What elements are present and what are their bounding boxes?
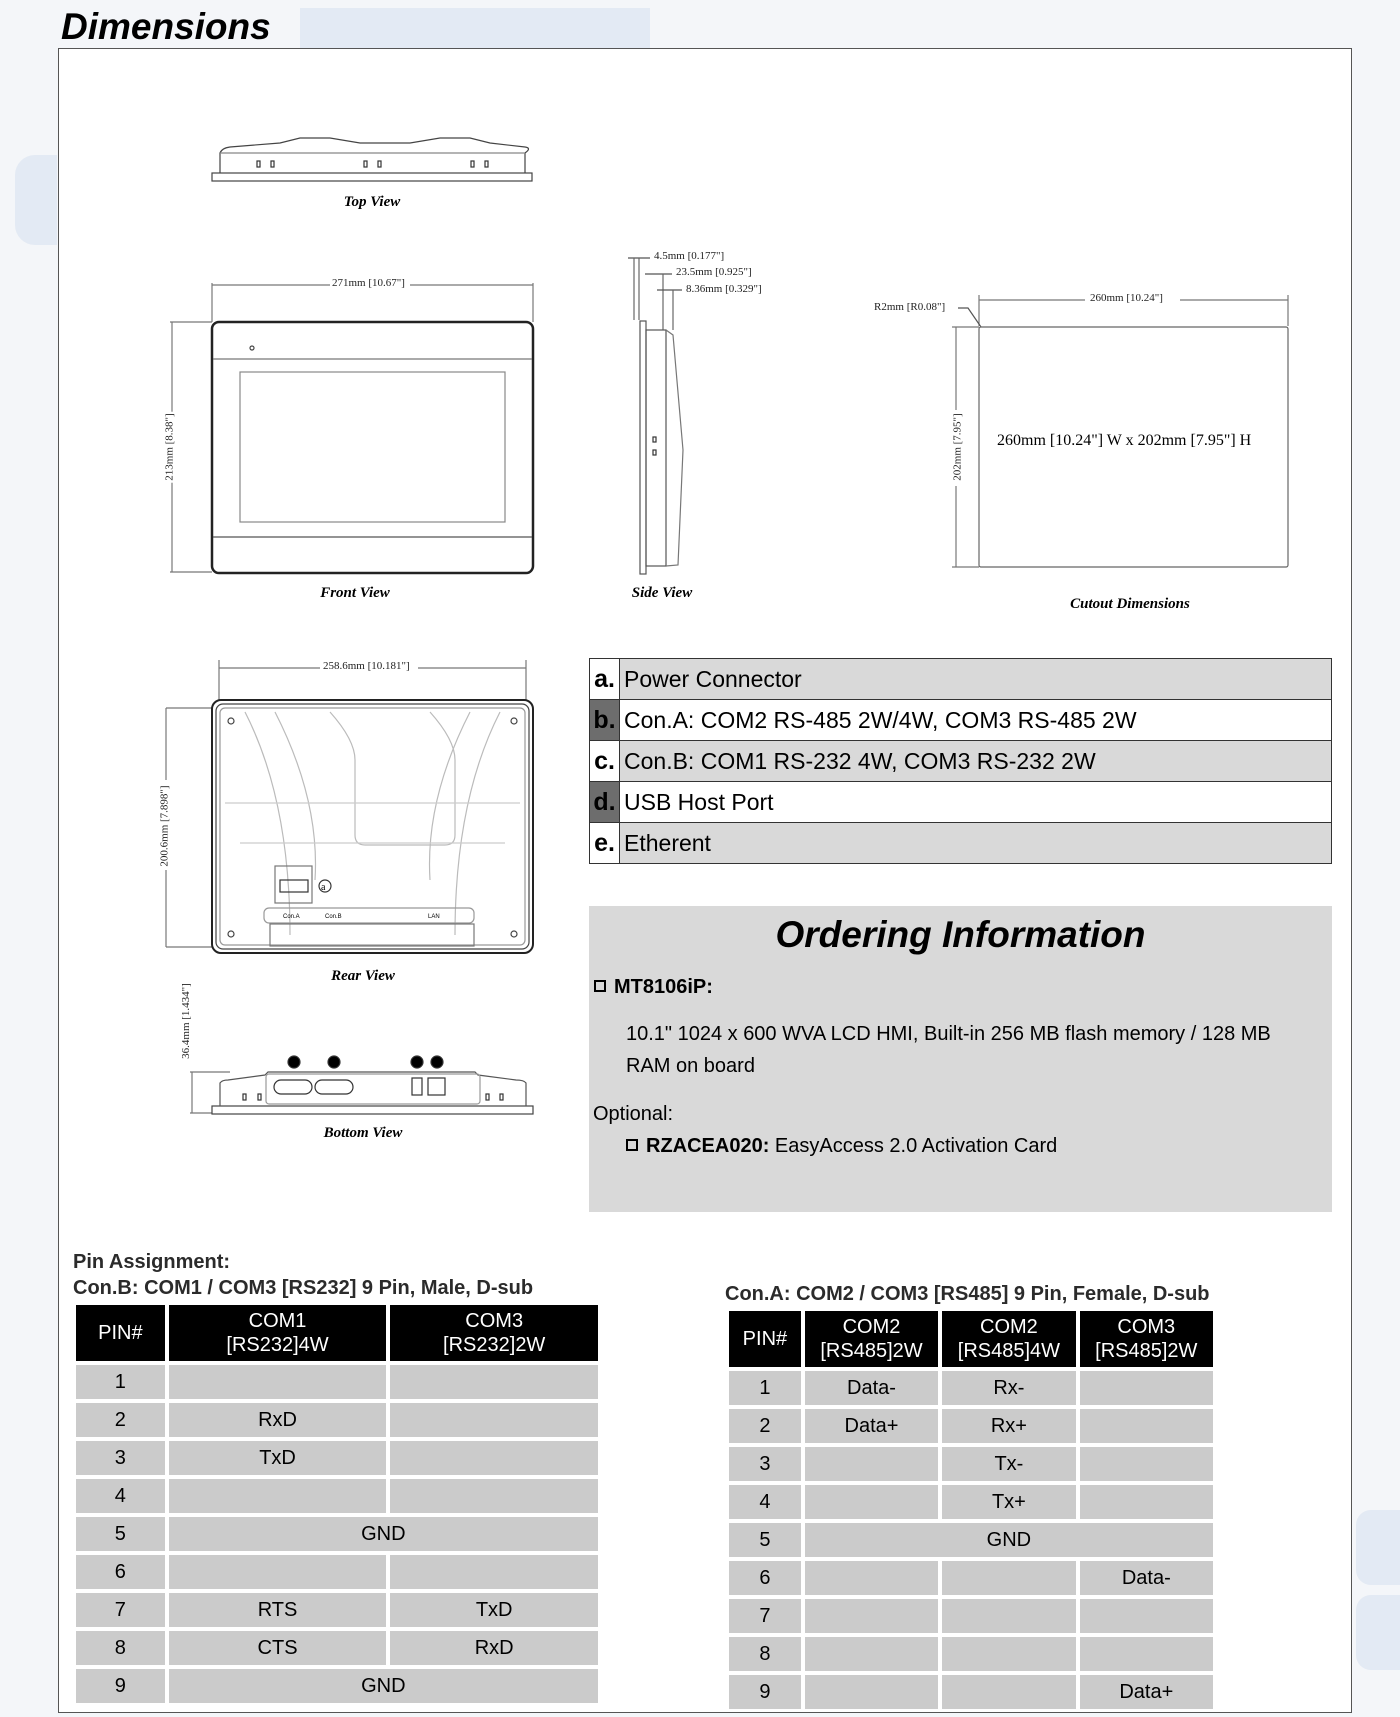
rear-height-dimension: 200.6mm [7.898"] bbox=[158, 785, 171, 867]
side-view-caption: Side View bbox=[631, 585, 693, 601]
svg-text:LAN: LAN bbox=[428, 914, 440, 920]
front-view-caption: Front View bbox=[320, 585, 390, 601]
optional-part-number: RZACEA020: bbox=[646, 1135, 770, 1157]
cutout-width-dimension: 260mm [10.24"] bbox=[1090, 292, 1163, 304]
optional-description: EasyAccess 2.0 Activation Card bbox=[774, 1135, 1058, 1157]
table-row: 7 RTS TxD bbox=[76, 1593, 598, 1627]
table-row: 5 GND bbox=[76, 1517, 598, 1551]
legend-label: Etherent bbox=[620, 823, 1332, 864]
model-name: MT8106iP: bbox=[614, 976, 713, 998]
con-b-rows bbox=[76, 1365, 598, 1703]
front-height-dimension: 213mm [8.38"] bbox=[163, 413, 176, 481]
cutout-drawing bbox=[952, 295, 1288, 567]
legend-row bbox=[590, 823, 1332, 864]
bottom-callouts bbox=[288, 1056, 443, 1069]
side-view-drawing bbox=[628, 258, 683, 574]
table-row: 3 Tx- bbox=[729, 1447, 1213, 1481]
ordering-information bbox=[589, 906, 1332, 1212]
legend-key: b. bbox=[590, 700, 620, 741]
legend-label: Con.A: COM2 RS-485 2W/4W, COM3 RS-485 2W bbox=[620, 700, 1332, 741]
con-a-title: Con.A: COM2 / COM3 [RS485] 9 Pin, Female, D-sub bbox=[725, 1283, 1210, 1305]
side-dimension-2: 23.5mm [0.925"] bbox=[676, 266, 752, 278]
table-row: 8 CTS RxD bbox=[76, 1631, 598, 1665]
side-dimension-3: 8.36mm [0.329"] bbox=[686, 283, 762, 295]
ordering-model bbox=[594, 976, 713, 999]
optional-item bbox=[626, 1135, 1057, 1158]
com1-header: COM1 [RS232]4W bbox=[169, 1305, 387, 1361]
table-row: 1 Data- Rx- bbox=[729, 1371, 1213, 1405]
svg-text:Con.A: Con.A bbox=[283, 914, 300, 920]
con-a-pin-table bbox=[725, 1307, 1217, 1713]
legend-key: e. bbox=[590, 823, 620, 864]
com3-header: COM3 [RS232]2W bbox=[390, 1305, 598, 1361]
legend-key: c. bbox=[590, 741, 620, 782]
svg-text:b: b bbox=[290, 1057, 296, 1069]
legend-key: a. bbox=[590, 659, 620, 700]
table-row: 4 bbox=[76, 1479, 598, 1513]
bottom-depth-dimension: 36.4mm [1.434"] bbox=[179, 983, 192, 1059]
page-title: Dimensions bbox=[61, 6, 271, 47]
side-dimension-1: 4.5mm [0.177"] bbox=[654, 250, 725, 262]
optional-label: Optional: bbox=[593, 1103, 674, 1125]
cutout-height-dimension: 202mm [7.95"] bbox=[951, 413, 964, 481]
table-row: 4 Tx+ bbox=[729, 1485, 1213, 1519]
svg-text:Con.B: Con.B bbox=[325, 914, 342, 920]
legend-row bbox=[590, 700, 1332, 741]
rear-callout-a: a bbox=[321, 882, 326, 893]
checkbox-icon bbox=[594, 980, 606, 992]
cutout-radius-dimension: R2mm [R0.08"] bbox=[874, 301, 946, 313]
top-view-vents bbox=[257, 161, 488, 167]
legend-label: Power Connector bbox=[620, 659, 1332, 700]
pin-header: PIN# bbox=[729, 1311, 801, 1367]
legend-row bbox=[590, 659, 1332, 700]
con-b-title: Con.B: COM1 / COM3 [RS232] 9 Pin, Male, D-sub bbox=[73, 1277, 534, 1299]
svg-text:e: e bbox=[434, 1057, 439, 1069]
ordering-description-2: RAM on board bbox=[626, 1055, 755, 1077]
table-row: 2 RxD bbox=[76, 1403, 598, 1437]
svg-text:c: c bbox=[331, 1057, 336, 1069]
ordering-description-1: 10.1" 1024 x 600 WVA LCD HMI, Built-in 256 MB flash memory / 128 MB bbox=[626, 1023, 1271, 1045]
legend-key: d. bbox=[590, 782, 620, 823]
front-width-dimension: 271mm [10.67"] bbox=[332, 277, 405, 289]
com3-2w-header: COM3 [RS485]2W bbox=[1080, 1311, 1213, 1367]
pin-header: PIN# bbox=[76, 1305, 165, 1361]
table-row: 7 bbox=[729, 1599, 1213, 1633]
bottom-view-caption: Bottom View bbox=[323, 1125, 403, 1141]
checkbox-icon bbox=[626, 1139, 638, 1151]
table-row: 1 bbox=[76, 1365, 598, 1399]
cutout-caption: Cutout Dimensions bbox=[1070, 596, 1190, 612]
con-a-rows bbox=[729, 1371, 1213, 1709]
legend-row bbox=[590, 782, 1332, 823]
com2-2w-header: COM2 [RS485]2W bbox=[805, 1311, 938, 1367]
rear-view-drawing bbox=[166, 660, 533, 953]
pin-assignment-heading: Pin Assignment: bbox=[73, 1251, 231, 1273]
rear-view-caption: Rear View bbox=[331, 968, 395, 984]
top-view-drawing bbox=[212, 138, 532, 181]
ordering-title: Ordering Information bbox=[775, 914, 1146, 955]
table-row: 6 Data- bbox=[729, 1561, 1213, 1595]
table-row: 6 bbox=[76, 1555, 598, 1589]
connector-legend bbox=[589, 658, 1332, 864]
legend-label: USB Host Port bbox=[620, 782, 1332, 823]
table-row: 8 bbox=[729, 1637, 1213, 1671]
table-row: 9 GND bbox=[76, 1669, 598, 1703]
com2-4w-header: COM2 [RS485]4W bbox=[942, 1311, 1075, 1367]
con-b-pin-table bbox=[72, 1301, 602, 1707]
front-view-drawing bbox=[170, 283, 533, 573]
top-view-caption: Top View bbox=[343, 194, 401, 210]
bottom-view-drawing bbox=[190, 1056, 533, 1114]
svg-text:d: d bbox=[413, 1057, 419, 1069]
legend-row bbox=[590, 741, 1332, 782]
rear-width-dimension: 258.6mm [10.181"] bbox=[323, 660, 410, 672]
table-row: 5 GND bbox=[729, 1523, 1213, 1557]
table-row: 9 Data+ bbox=[729, 1675, 1213, 1709]
cutout-center-label: 260mm [10.24"] W x 202mm [7.95"] H bbox=[997, 432, 1252, 449]
legend-label: Con.B: COM1 RS-232 4W, COM3 RS-232 2W bbox=[620, 741, 1332, 782]
table-row: 3 TxD bbox=[76, 1441, 598, 1475]
table-row: 2 Data+ Rx+ bbox=[729, 1409, 1213, 1443]
